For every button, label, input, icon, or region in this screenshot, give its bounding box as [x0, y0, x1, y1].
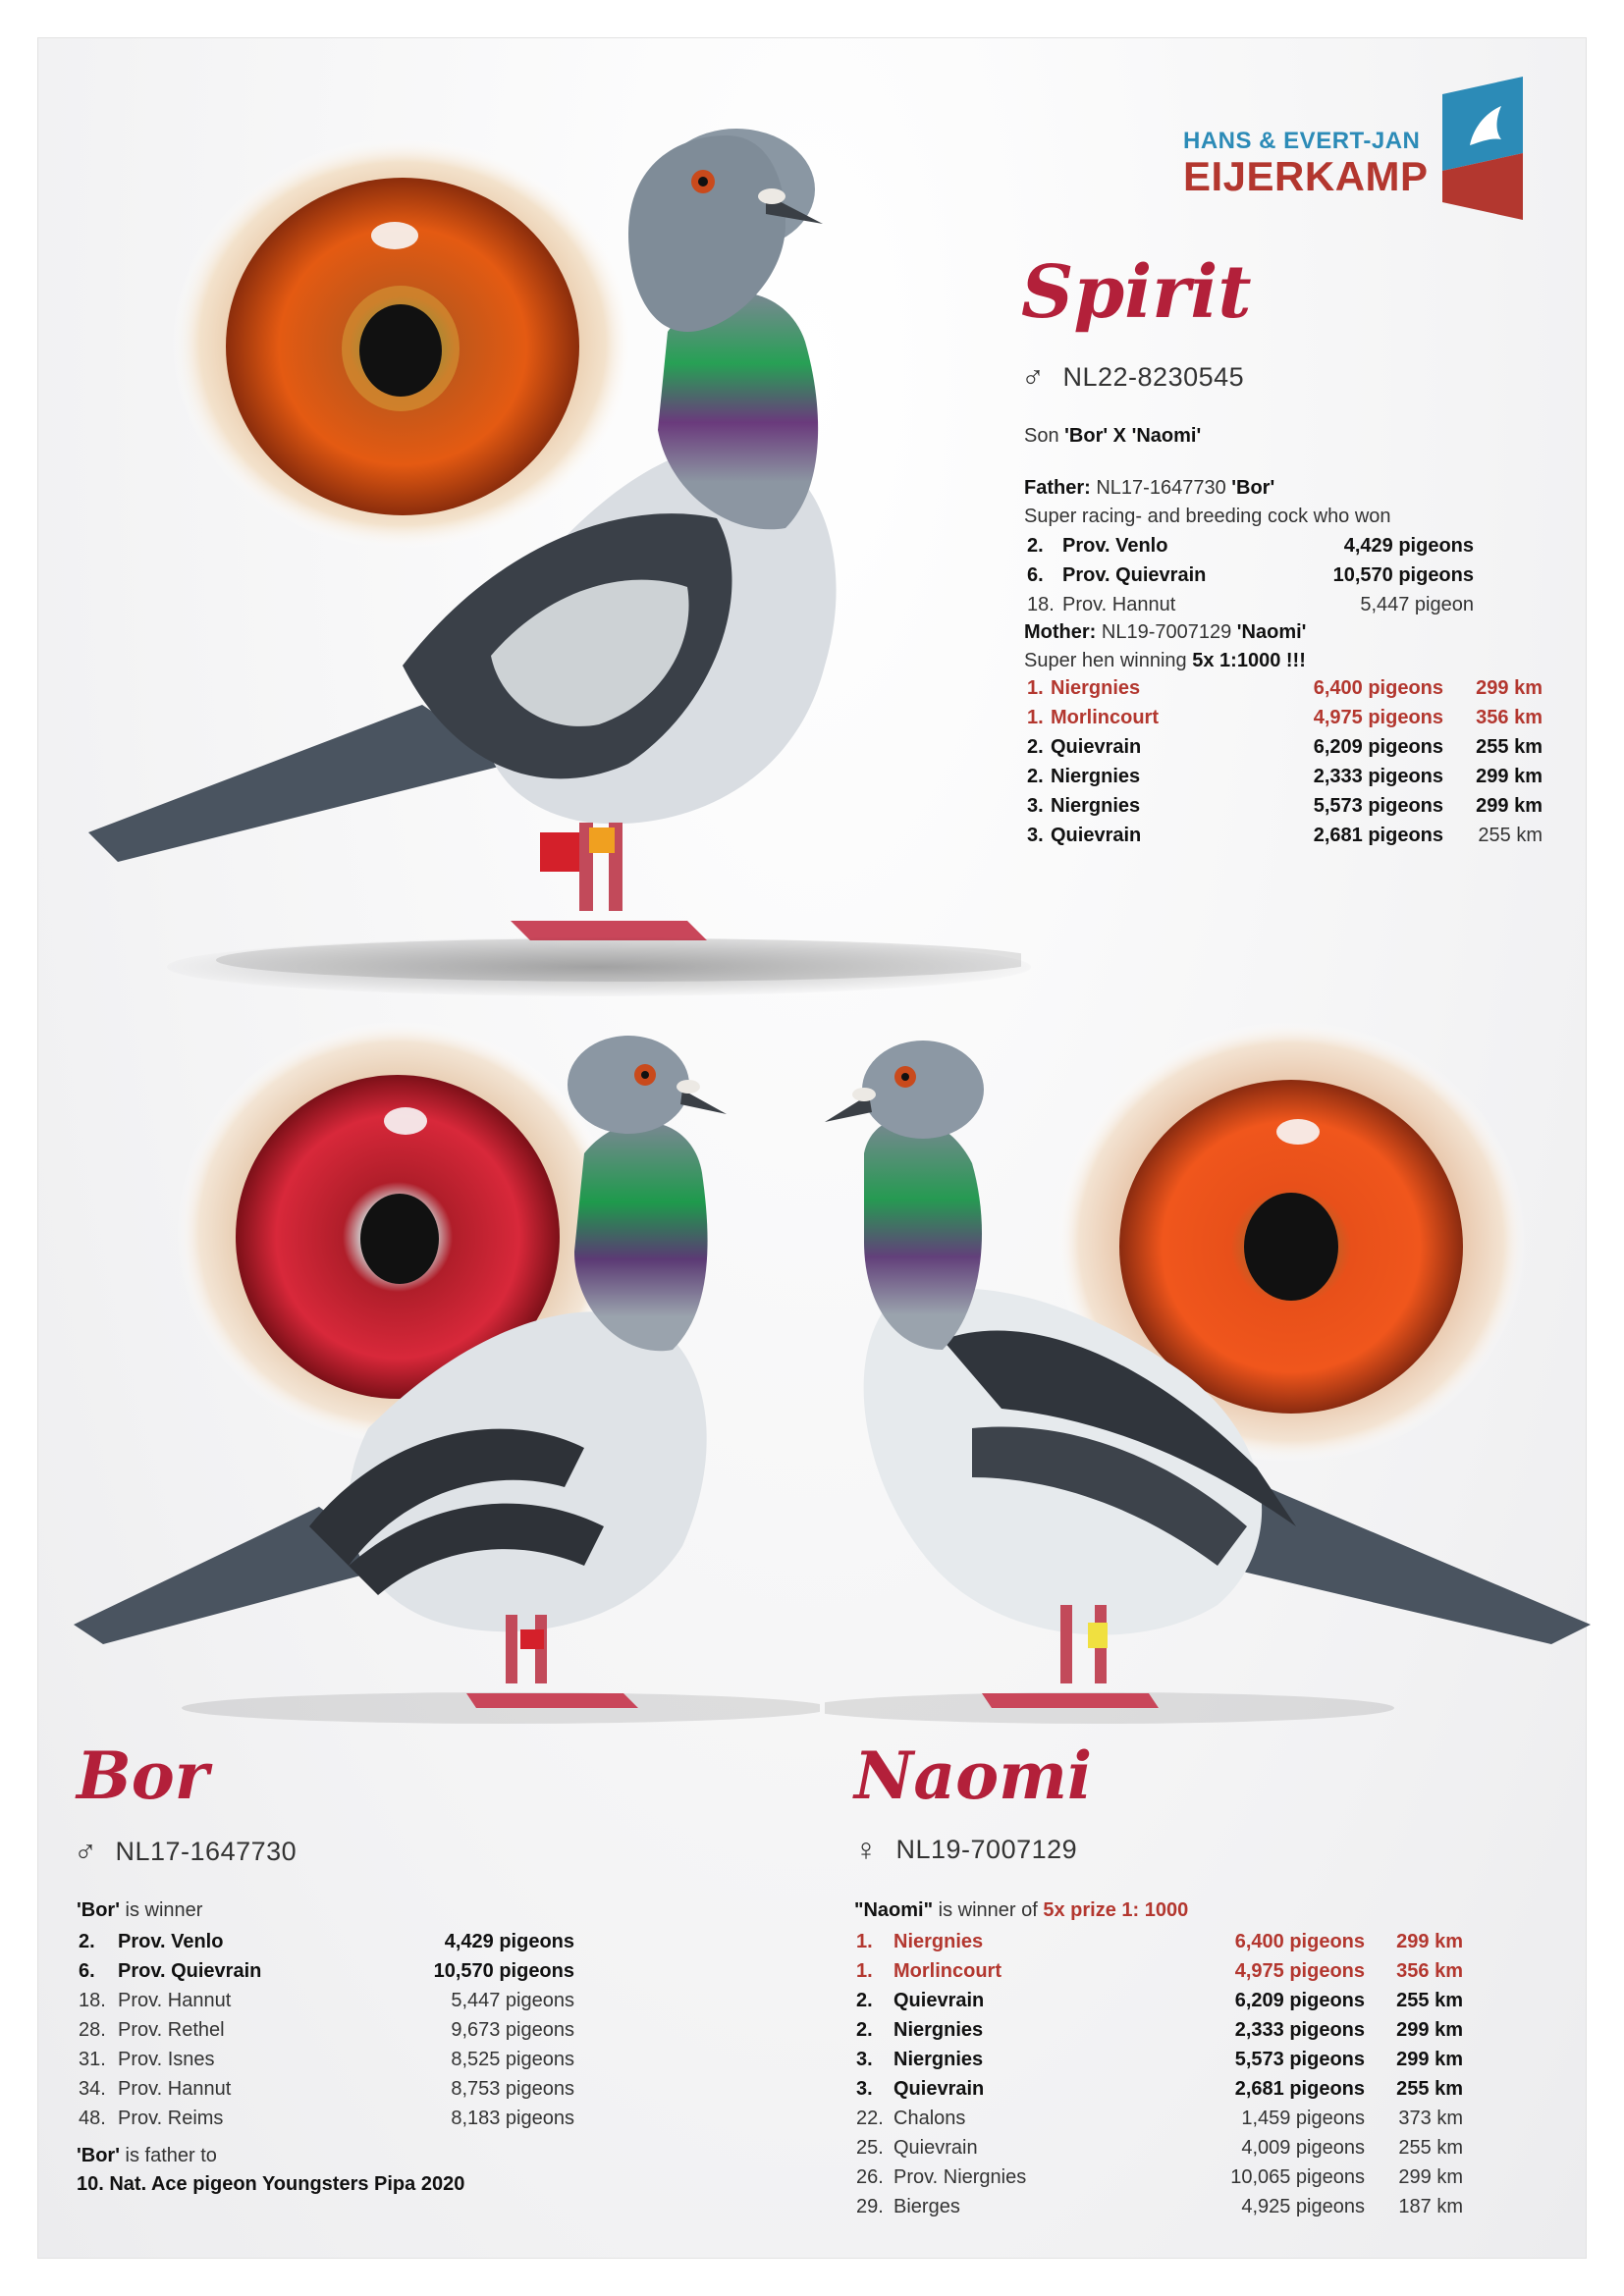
spirit-floor-shadow [167, 937, 1031, 996]
table-row: 22. Chalons 1,459 pigeons 373 km [856, 2107, 1463, 2129]
bor-intro: 'Bor' is winner [77, 1899, 203, 1921]
spirit-father: Father: NL17-1647730 'Bor' Super racing- and breeding cock who won [1024, 477, 1391, 527]
table-row: 3. Quievrain 2,681 pigeons 255 km [1027, 824, 1543, 846]
table-row: 3. Niergnies 5,573 pigeons 299 km [856, 2048, 1463, 2070]
spirit-father-results [1027, 531, 1474, 619]
naomi-pigeon-photo [825, 1016, 1591, 1742]
table-row: 6. Prov. Quievrain 10,570 pigeons [1027, 563, 1474, 586]
spirit-ring-line [1021, 361, 1244, 393]
female-icon: ♀ [854, 1832, 879, 1867]
table-row: 1. Morlincourt 4,975 pigeons 356 km [856, 1959, 1463, 1982]
table-row: 1. Niergnies 6,400 pigeons 299 km [856, 1930, 1463, 1952]
table-row: 34. Prov. Hannut 8,753 pigeons [79, 2077, 574, 2100]
bor-father-of: 'Bor' is father to 10. Nat. Ace pigeon Youngsters Pipa 2020 [77, 2145, 465, 2195]
bor-pigeon-photo [74, 1016, 820, 1742]
table-row: 1. Niergnies 6,400 pigeons 299 km [1027, 676, 1543, 699]
table-row: 2. Prov. Venlo 4,429 pigeons [1027, 534, 1474, 557]
table-row: 31. Prov. Isnes 8,525 pigeons [79, 2048, 574, 2070]
naomi-intro: "Naomi" is winner of 5x prize 1: 1000 [854, 1899, 1189, 1921]
spirit-parentage: Son 'Bor' X 'Naomi' [1024, 425, 1202, 447]
spirit-title: Spirit [1021, 250, 1252, 335]
logo [1183, 77, 1527, 224]
naomi-results [856, 1927, 1463, 2221]
table-row: 18. Prov. Hannut 5,447 pigeons [79, 1989, 574, 2011]
table-row: 2. Prov. Venlo 4,429 pigeons [79, 1930, 574, 1952]
table-row: 18. Prov. Hannut 5,447 pigeon [1027, 593, 1474, 615]
table-row: 3. Niergnies 5,573 pigeons 299 km [1027, 794, 1543, 817]
naomi-ring: NL19-7007129 [895, 1834, 1078, 1864]
spirit-ring: NL22-8230545 [1062, 361, 1245, 392]
male-icon: ♂ [1021, 359, 1046, 395]
logo-line1: HANS & EVERT-JAN [1183, 128, 1421, 154]
table-row: 25. Quievrain 4,009 pigeons 255 km [856, 2136, 1463, 2159]
bor-title: Bor [77, 1737, 209, 1814]
table-row: 6. Prov. Quievrain 10,570 pigeons [79, 1959, 574, 1982]
table-row: 29. Bierges 4,925 pigeons 187 km [856, 2195, 1463, 2217]
table-row: 48. Prov. Reims 8,183 pigeons [79, 2107, 574, 2129]
table-row: 28. Prov. Rethel 9,673 pigeons [79, 2018, 574, 2041]
table-row: 2. Niergnies 2,333 pigeons 299 km [1027, 765, 1543, 787]
logo-line2: EIJERKAMP [1183, 153, 1429, 199]
bor-ring: NL17-1647730 [115, 1836, 298, 1866]
bor-ace-title: 10. Nat. Ace pigeon Youngsters Pipa 2020 [77, 2173, 465, 2195]
spirit-mother: Mother: NL19-7007129 'Naomi' Super hen winning 5x 1:1000 !!! [1024, 621, 1307, 671]
bor-results [79, 1927, 574, 2133]
table-row: 2. Niergnies 2,333 pigeons 299 km [856, 2018, 1463, 2041]
bor-ring-line [74, 1836, 297, 1867]
male-icon: ♂ [74, 1834, 98, 1869]
dove-logo-icon [1440, 77, 1525, 220]
naomi-ring-line [854, 1834, 1077, 1865]
spirit-mother-results [1027, 673, 1543, 850]
table-row: 3. Quievrain 2,681 pigeons 255 km [856, 2077, 1463, 2100]
naomi-title: Naomi [854, 1737, 1093, 1814]
spirit-pigeon-photo [79, 77, 1021, 1009]
table-row: 1. Morlincourt 4,975 pigeons 356 km [1027, 706, 1543, 728]
table-row: 26. Prov. Niergnies 10,065 pigeons 299 km [856, 2165, 1463, 2188]
table-row: 2. Quievrain 6,209 pigeons 255 km [856, 1989, 1463, 2011]
table-row: 2. Quievrain 6,209 pigeons 255 km [1027, 735, 1543, 758]
